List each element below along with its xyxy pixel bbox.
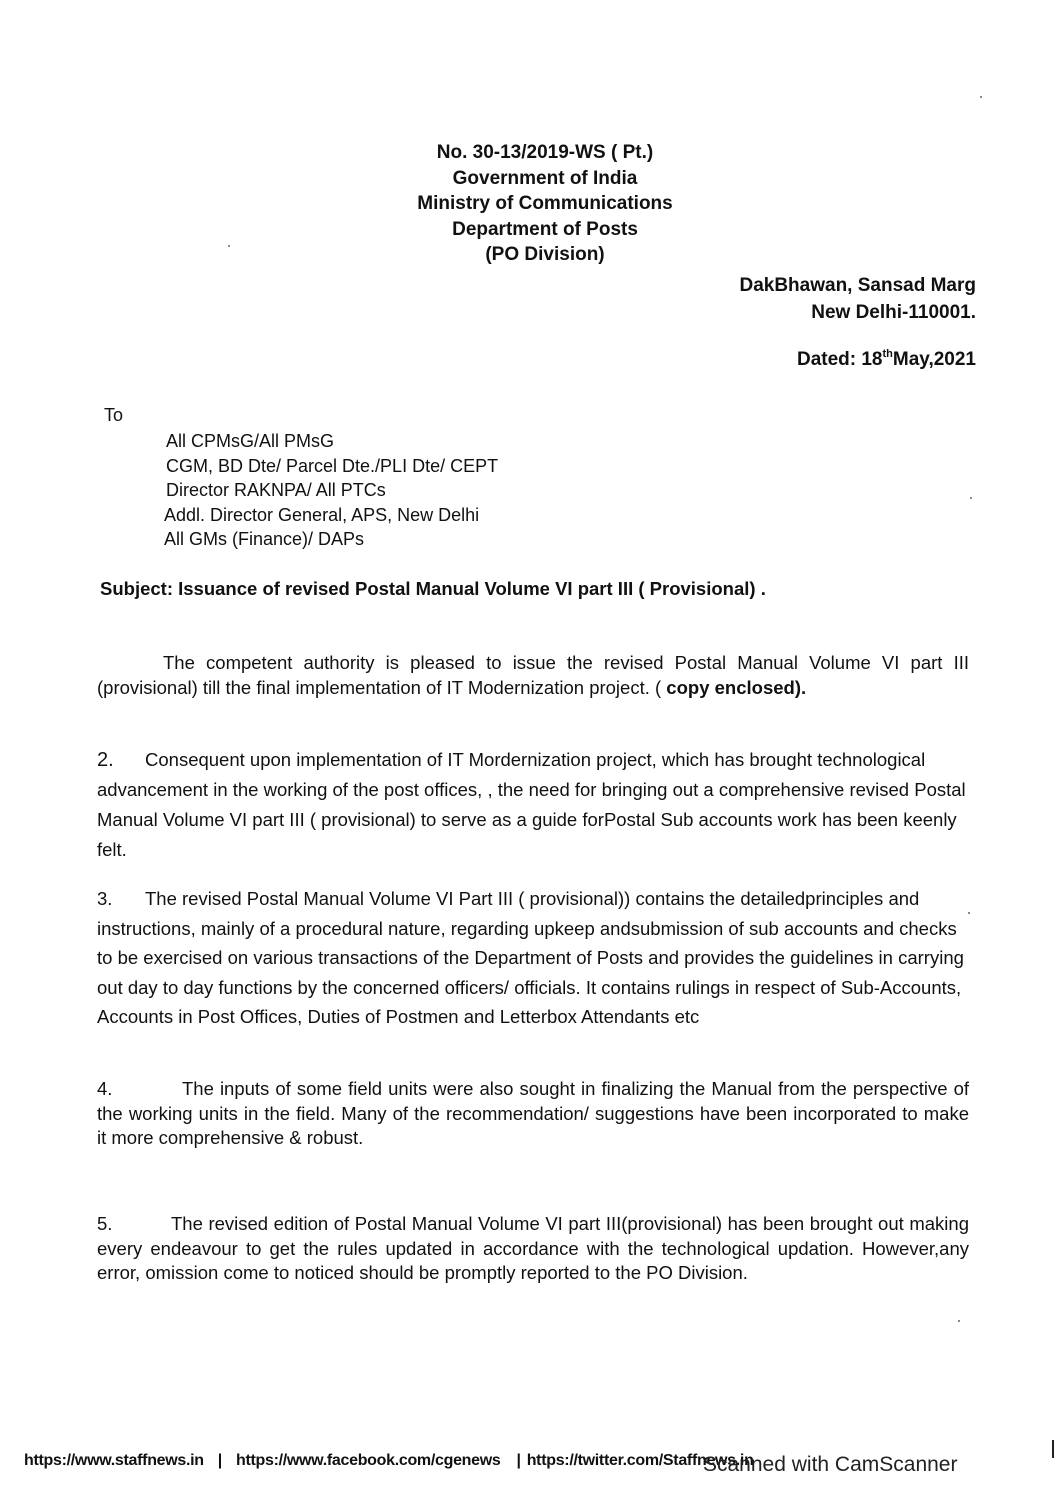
ministry-name: Ministry of Communications <box>417 193 673 214</box>
government-name: Government of India <box>452 167 638 189</box>
letterhead <box>380 140 710 268</box>
sender-address <box>739 272 976 326</box>
recipient: Addl. Director General, APS, New Delhi <box>164 504 480 525</box>
recipient: All GMs (Finance)/ DAPs <box>164 529 365 549</box>
paragraph-2-text: Consequent upon implementation of IT Mordernization project, which has brought technological advancement in the working of the post offices, , the need for bringing out a comprehensive revised Postal Manual Volume VI part III ( provisional) to serve as a guide forPostal Sub accounts work has been keenly felt. <box>97 749 966 860</box>
footer-separator: | <box>217 1452 222 1469</box>
department-name: Department of Posts <box>452 218 638 240</box>
paragraph-number: 3. <box>97 888 113 909</box>
recipient-list <box>166 429 498 552</box>
paragraph-1-bold-tail: copy enclosed). <box>661 676 807 698</box>
address-line-1: DakBhawan, Sansad Marg <box>739 275 976 296</box>
scan-edge-mark <box>1052 1440 1054 1458</box>
paragraph-5 <box>97 1212 969 1286</box>
to-label: To <box>104 405 124 425</box>
footer-link-facebook[interactable]: https://www.facebook.com/cgenews <box>235 1452 501 1469</box>
scan-speck <box>228 245 230 247</box>
division-name: (PO Division) <box>485 244 605 265</box>
scan-speck <box>958 1320 960 1322</box>
issue-date <box>797 348 976 371</box>
footer-separator: | <box>516 1452 521 1469</box>
footer-links <box>24 1452 754 1470</box>
recipient: CGM, BD Dte/ Parcel Dte./PLI Dte/ CEPT <box>166 455 499 476</box>
paragraph-2 <box>97 745 967 865</box>
paragraph-1-text: The competent authority is pleased to issue the revised Postal Manual Volume VI part III (provisional) till the final implementation of IT Modernization project. ( <box>97 652 969 698</box>
paragraph-4 <box>97 1077 969 1151</box>
date-ordinal: th <box>882 348 893 360</box>
date-suffix: May,2021 <box>892 349 976 370</box>
paragraph-1 <box>97 651 969 700</box>
recipient: All CPMsG/All PMsG <box>166 431 335 451</box>
address-line-2: New Delhi-110001. <box>811 302 976 323</box>
date-prefix: Dated: 18 <box>796 349 883 370</box>
scan-speck <box>968 912 970 914</box>
scan-speck <box>970 497 972 499</box>
paragraph-4-text: The inputs of some field units were also sought in finalizing the Manual from the perspective of the working units in the field. Many of the recommendation/ suggestions have been incorporated to make it more comprehensive & robust. <box>97 1078 969 1148</box>
footer-link-staffnews[interactable]: https://www.staffnews.in <box>24 1452 204 1469</box>
subject-line: Subject: Issuance of revised Postal Manual Volume VI part III ( Provisional) . <box>100 578 766 599</box>
paragraph-number: 5. <box>97 1213 113 1234</box>
footer-link-twitter[interactable]: https://twitter.com/Staffnews.in <box>526 1452 754 1469</box>
paragraph-number: 2. <box>97 749 114 771</box>
scan-speck <box>980 96 982 98</box>
file-number: No. 30-13/2019-WS ( Pt.) <box>436 142 654 163</box>
recipient: Director RAKNPA/ All PTCs <box>166 480 386 500</box>
paragraph-5-text: The revised edition of Postal Manual Volume VI part III(provisional) has been brought out making every endeavour to get the rules updated in accordance with the technological updation. However,any error, omission come to noticed should be promptly reported to the PO Division. <box>97 1213 969 1283</box>
camscanner-watermark: Scanned with CamScanner <box>703 1453 958 1476</box>
paragraph-3 <box>97 884 977 1032</box>
paragraph-3-text: The revised Postal Manual Volume VI Part III ( provisional)) contains the detailedprinciples and instructions, mainly of a procedural nature, regarding upkeep andsubmission of sub accounts and checks to be exercised on various transactions of the Department of Posts and provides the guidelines in carrying out day to day functions by the concerned officers/ officials. It contains rulings in respect of Sub-Accounts, Accounts in Post Offices, Duties of Postmen and Letterbox Attendants etc <box>97 888 964 1027</box>
paragraph-number: 4. <box>97 1078 113 1099</box>
